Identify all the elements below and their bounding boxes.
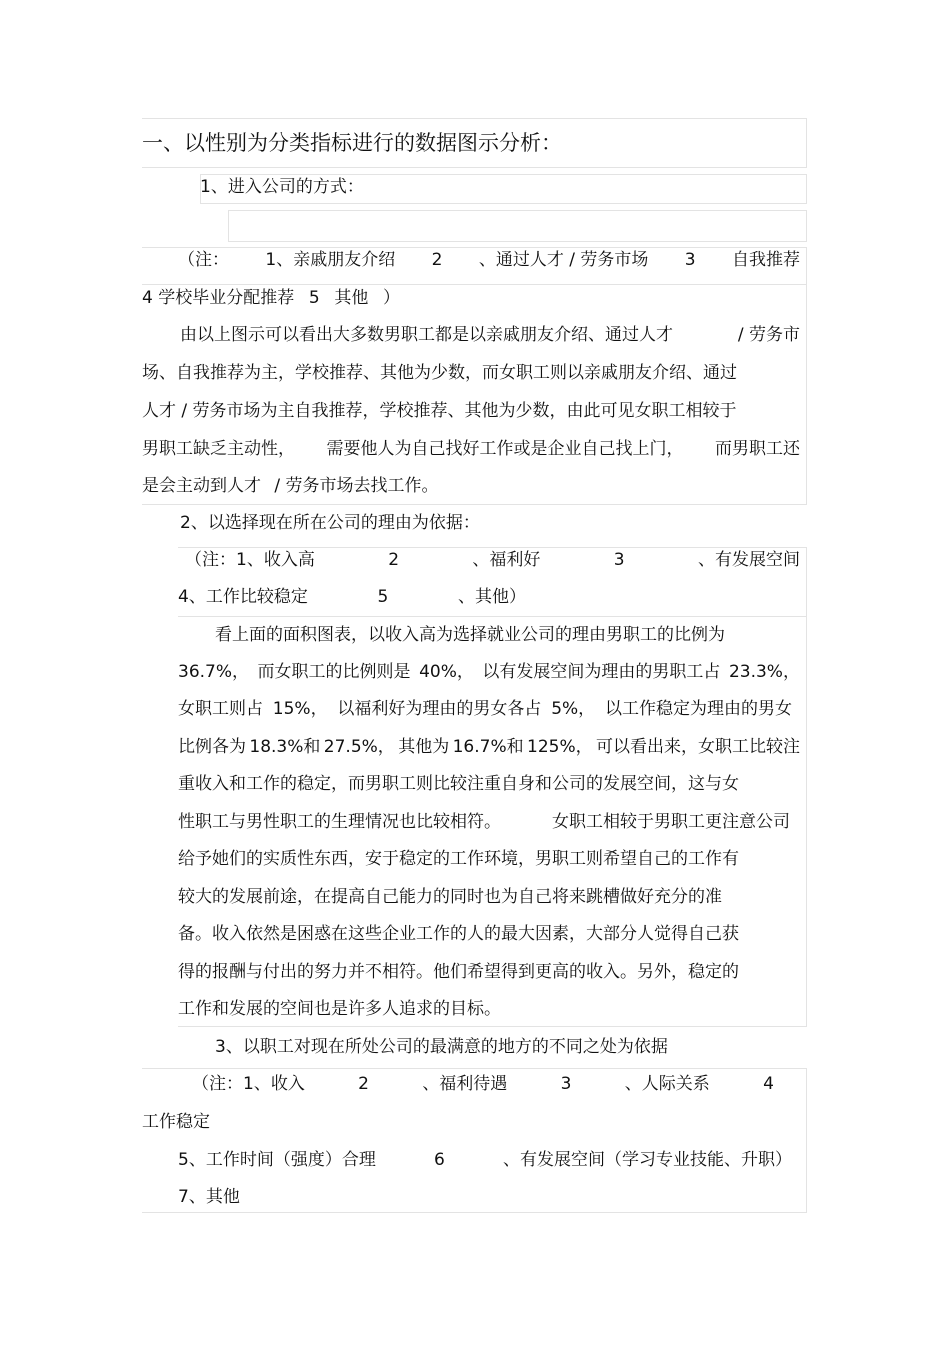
frame-s1-chart: [228, 210, 807, 242]
text-segment: 比例各为: [178, 737, 246, 757]
s3-heading: 3、以职工对现在所处公司的最满意的地方的不同之处为依据: [215, 1037, 668, 1057]
s3-note-text: 4: [763, 1074, 774, 1094]
s1-note-text: 2: [431, 250, 443, 270]
text-segment: 16.7%和: [452, 737, 524, 757]
s3-note-text: 、有发展空间（学习专业技能、升职）: [503, 1150, 792, 1170]
s1-heading: 1、进入公司的方式：: [200, 177, 364, 197]
text-segment: / 劳务市场去找工作。: [274, 476, 439, 496]
text-segment: 36.7%，: [178, 662, 250, 682]
s1-note-line-2: [142, 286, 400, 310]
s1-para-line: [180, 323, 800, 347]
s3-note-text: （注：1、收入: [192, 1074, 305, 1094]
s3-note-line-4: [178, 1185, 240, 1209]
text-segment: 而男职工还: [715, 439, 800, 459]
text-segment: 人才 / 劳务市场为主自我推荐，学校推荐、其他为少数，由此可见女职工相较于: [142, 401, 737, 421]
text-segment: 男职工缺乏主动性，: [142, 439, 295, 459]
s1-para-line: [142, 474, 439, 498]
s1-note-text: （注：: [178, 250, 229, 270]
text-segment: 得的报酬与付出的努力并不相符。他们希望得到更高的收入。另外，稳定的: [178, 962, 739, 982]
s2-note-text: 、其他）: [458, 587, 526, 607]
text-segment: 备。收入依然是困惑在这些企业工作的人的最大因素，大部分人觉得自己获: [178, 924, 739, 944]
text-segment: 需要他人为自己找好工作或是企业自己找上门，: [326, 439, 684, 459]
text-segment: 23.3%，: [728, 662, 800, 682]
text-segment: 性职工与男性职工的生理情况也比较相符。: [178, 812, 501, 832]
text-segment: 场、自我推荐为主，学校推荐、其他为少数，而女职工则以亲戚朋友介绍、通过: [142, 363, 737, 383]
text-segment: 18.3%和: [249, 737, 321, 757]
s3-note-text: 2: [358, 1074, 369, 1094]
s2-para-line: [215, 623, 725, 647]
s2-para-line: [178, 847, 739, 871]
s1-para-line: [142, 399, 737, 423]
text-segment: 5%，: [551, 699, 596, 719]
text-segment: 重收入和工作的稳定，而男职工则比较注重自身和公司的发展空间，这与女: [178, 774, 739, 794]
s1-note-line-1: [178, 248, 800, 272]
s3-note-text: 6: [434, 1150, 445, 1170]
text-segment: 看上面的面积图表，以收入高为选择就业公司的理由男职工的比例为: [215, 625, 725, 645]
s2-note-text: 3: [613, 550, 625, 570]
text-segment: 以工作稳定为理由的男女: [604, 699, 792, 719]
s3-note-line-3: [178, 1148, 792, 1172]
s1-note-text: 、通过人才 / 劳务市场: [478, 250, 649, 270]
s2-note-line-2: [178, 585, 526, 609]
s2-note-line-1: [185, 548, 800, 572]
s2-heading: 2、以选择现在所在公司的理由为依据：: [180, 513, 480, 533]
text-segment: 以有发展空间为理由的男职工占: [482, 662, 721, 682]
s2-para-line: [178, 810, 790, 834]
text-segment: 是会主动到人才: [142, 476, 261, 496]
s2-para-line: [178, 922, 739, 946]
s1-note-text: 自我推荐: [731, 250, 800, 270]
section-title: 一、以性别为分类指标进行的数据图示分析：: [142, 131, 562, 155]
s1-para-line: [142, 437, 800, 461]
text-segment: 工作和发展的空间也是许多人追求的目标。: [178, 999, 501, 1019]
s2-note-text: 5: [377, 587, 389, 607]
text-segment: 27.5%，: [323, 737, 395, 757]
s2-note-text: 、福利好: [472, 550, 541, 570]
text-segment: / 劳务市: [737, 325, 800, 345]
text-segment: 其他为: [398, 737, 450, 757]
s1-note-text: 5: [308, 288, 320, 308]
s1-note-text: 其他: [334, 288, 369, 308]
s2-para-line: [178, 885, 722, 909]
s3-note-text: 工作稳定: [142, 1112, 210, 1132]
s2-para-line: [178, 735, 800, 759]
s1-note-text: 4 学校毕业分配推荐: [142, 288, 295, 308]
s3-note-text: 5、工作时间（强度）合理: [178, 1150, 376, 1170]
s2-note-text: （注：1、收入高: [185, 550, 315, 570]
text-segment: 女职工相较于男职工更注意公司: [552, 812, 790, 832]
s1-note-text: 3: [684, 250, 696, 270]
text-segment: 而女职工的比例则是: [257, 662, 411, 682]
s2-note-text: 、有发展空间: [697, 550, 800, 570]
text-segment: 女职工则占: [178, 699, 263, 719]
text-segment: 可以看出来，女职工比较注: [596, 737, 800, 757]
s3-note-line-2: [142, 1110, 210, 1134]
s3-note-text: 7、其他: [178, 1187, 240, 1207]
frame-s1-text: [142, 285, 807, 505]
s2-note-text: 2: [388, 550, 400, 570]
text-segment: 由以上图示可以看出大多数男职工都是以亲戚朋友介绍、通过人才: [180, 325, 673, 345]
s1-note-text: ）: [382, 288, 400, 308]
s2-para-line: [178, 960, 739, 984]
s2-para-line: [178, 660, 800, 684]
s1-para-line: [142, 361, 737, 385]
text-segment: 较大的发展前途，在提高自己能力的同时也为自己将来跳槽做好充分的准: [178, 887, 722, 907]
s3-note-line-1: [192, 1072, 774, 1096]
s2-para-line: [178, 997, 501, 1021]
text-segment: 40%，: [419, 662, 474, 682]
text-segment: 15%，: [272, 699, 328, 719]
text-segment: 以福利好为理由的男女各占: [337, 699, 542, 719]
s2-note-text: 4、工作比较稳定: [178, 587, 308, 607]
text-segment: 125%，: [527, 737, 593, 757]
s3-note-text: 、人际关系: [624, 1074, 710, 1094]
s3-note-text: 、福利待遇: [422, 1074, 508, 1094]
s2-para-line: [178, 697, 792, 721]
text-segment: 给予她们的实质性东西，安于稳定的工作环境，男职工则希望自己的工作有: [178, 849, 739, 869]
s1-note-text: 1、亲戚朋友介绍: [265, 250, 396, 270]
s2-para-line: [178, 772, 739, 796]
s3-note-text: 3: [560, 1074, 572, 1094]
